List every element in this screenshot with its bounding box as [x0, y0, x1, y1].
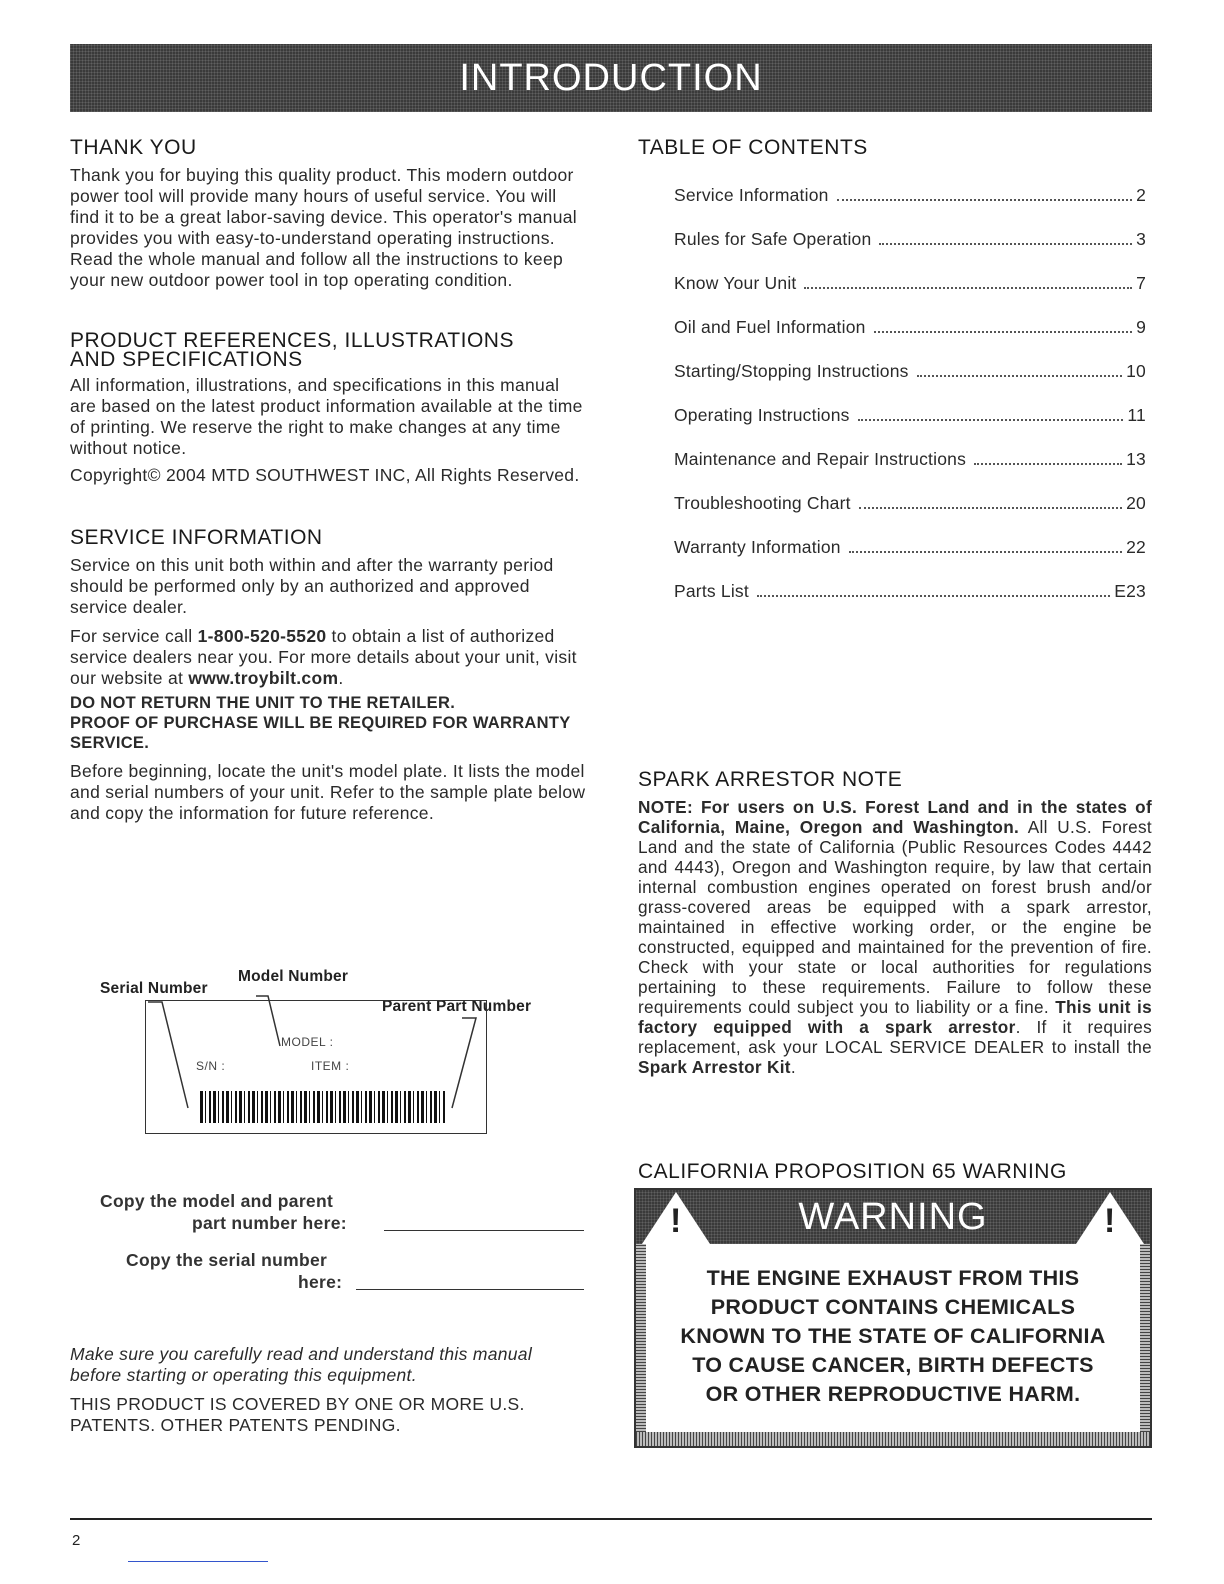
copyright-text: Copyright© 2004 MTD SOUTHWEST INC, All Rights Reserved.	[70, 465, 580, 485]
toc-item[interactable]	[674, 404, 1146, 426]
toc-list	[674, 136, 1146, 616]
toc-leader-dots	[917, 375, 1123, 377]
prop65-warning-box	[634, 1188, 1152, 1448]
retailer-warning-line1: DO NOT RETURN THE UNIT TO THE RETAILER.	[70, 694, 456, 712]
warning-triangle-icon-right: !	[1076, 1192, 1144, 1244]
toc-item-page: 3	[1136, 229, 1146, 249]
warning-right-border	[1140, 1244, 1150, 1444]
service-info-p3: Before beginning, locate the unit's model plate. It lists the model and serial numbers of your unit. Refer to the sample plate below and copy the information for future reference.	[70, 761, 586, 823]
service-info-p2	[70, 626, 586, 689]
warning-line: KNOWN TO THE STATE OF CALIFORNIA	[680, 1324, 1106, 1348]
toc-leader-dots	[879, 243, 1132, 245]
footer-link-underline	[128, 1561, 268, 1562]
footer-rule	[70, 1518, 1152, 1520]
model-plate-diagram	[100, 968, 545, 1138]
warning-line: OR OTHER REPRODUCTIVE HARM.	[705, 1382, 1081, 1406]
warning-title: WARNING	[798, 1195, 988, 1238]
spark-tail: . If it requires replacement, ask your LOCAL SERVICE DEALER to install the	[638, 1017, 1152, 1057]
closing-text	[70, 1344, 586, 1436]
toc-item-title: Warranty Information	[674, 537, 841, 557]
spark-kit-bold: Spark Arrestor Kit	[638, 1057, 791, 1077]
warning-line: THE ENGINE EXHAUST FROM THIS	[706, 1266, 1080, 1290]
toc-item-title: Oil and Fuel Information	[674, 317, 866, 337]
barcode	[200, 1091, 445, 1123]
service-call-end: .	[338, 668, 344, 688]
toc-item-page: 7	[1136, 273, 1146, 293]
toc-item-page: 2	[1136, 185, 1146, 205]
spark-heading: SPARK ARRESTOR NOTE	[638, 768, 903, 791]
copy-model-line2: part number here:	[192, 1213, 347, 1233]
toc-item-page: 10	[1126, 361, 1146, 381]
toc-item[interactable]	[674, 492, 1146, 514]
toc-item-title: Know Your Unit	[674, 273, 797, 293]
toc-item-page: 11	[1127, 405, 1146, 425]
website-link[interactable]: www.troybilt.com	[188, 668, 339, 688]
product-refs-body: All information, illustrations, and specifications in this manual are based on the latest product information available at the time of printing. We reserve the right to make changes at any time without notice.	[70, 375, 583, 458]
warning-triangle-icon-left: !	[642, 1192, 710, 1244]
prop65-heading: CALIFORNIA PROPOSITION 65 WARNING	[638, 1160, 1067, 1183]
toc-item-page: E23	[1114, 581, 1146, 601]
product-refs-heading-line1: PRODUCT REFERENCES, ILLUSTRATIONS	[70, 329, 514, 352]
retailer-warning	[70, 693, 586, 753]
toc-leader-dots	[804, 287, 1132, 289]
page-banner	[70, 44, 1152, 112]
toc-item-page: 13	[1126, 449, 1146, 469]
toc-section	[638, 136, 1152, 616]
warning-header	[636, 1190, 1150, 1244]
toc-item[interactable]	[674, 184, 1146, 206]
thank-you-body: Thank you for buying this quality product. This modern outdoor power tool will provide many hours of useful service. You will find it to be a great labor-saving device. This operator's manual provides you with easy-to-understand operating instructions. Read the whole manual and follow all the instructions to keep your new outdoor power tool in top operating condition.	[70, 165, 577, 290]
spark-note-body: All U.S. Forest Land and the state of California (Public Resources Codes 4442 and 4443), Oregon and Washington require, by law that certain internal combustion engines operated on forest brush and/or grass-covered areas be equipped with a spark arrestor, maintained in effective working order, or the engine be constructed, equipped and maintained for the prevention of fire. Check with your state or local authorities for regulations pertaining to these requirements. Failure to follow these requirements could subject you to liability or a fine.	[638, 817, 1152, 1017]
warning-line: TO CAUSE CANCER, BIRTH DEFECTS	[692, 1353, 1094, 1377]
toc-leader-dots	[859, 507, 1122, 509]
copy-model-line1: Copy the model and parent	[100, 1191, 334, 1211]
warning-left-border	[636, 1244, 646, 1444]
product-refs-heading	[70, 331, 586, 369]
toc-item-page: 22	[1126, 537, 1146, 557]
warning-line: PRODUCT CONTAINS CHEMICALS	[710, 1295, 1076, 1319]
spark-arrestor-section	[638, 768, 1152, 1077]
toc-leader-dots	[874, 331, 1133, 333]
toc-item-title: Troubleshooting Chart	[674, 493, 851, 513]
read-manual-note: Make sure you carefully read and understand this manual before starting or operating this equipment.	[70, 1344, 533, 1385]
service-info-heading: SERVICE INFORMATION	[70, 526, 323, 549]
item-field: ITEM :	[311, 1059, 350, 1073]
product-refs-heading-line2: AND SPECIFICATIONS	[70, 348, 303, 371]
spark-body	[638, 797, 1152, 1077]
left-column	[70, 136, 586, 824]
toc-item-title: Parts List	[674, 581, 749, 601]
thank-you-heading: THANK YOU	[70, 136, 197, 159]
copy-serial-line2: here:	[298, 1272, 343, 1292]
spark-end: .	[790, 1057, 796, 1077]
service-call-text: For service call	[70, 626, 198, 646]
parent-part-number-label: Parent Part Number	[382, 998, 532, 1015]
model-number-blank[interactable]	[384, 1230, 584, 1231]
serial-number-label: Serial Number	[100, 980, 208, 997]
retailer-warning-line2: PROOF OF PURCHASE WILL BE REQUIRED FOR WARRANTY SERVICE.	[70, 714, 571, 752]
toc-item-page: 20	[1126, 493, 1146, 513]
toc-item-title: Maintenance and Repair Instructions	[674, 449, 967, 469]
service-call-mid: to obtain a list of authorized service dealers near you. For more details about your unit, visit our website at	[70, 626, 577, 688]
toc-item-title: Starting/Stopping Instructions	[674, 361, 909, 381]
service-info-p1: Service on this unit both within and after the warranty period should be performed only by an authorized and approved service dealer.	[70, 555, 554, 617]
serial-number-blank[interactable]	[356, 1289, 584, 1290]
banner-title: INTRODUCTION	[459, 56, 763, 99]
toc-leader-dots	[757, 595, 1110, 597]
toc-leader-dots	[974, 463, 1122, 465]
toc-item[interactable]	[674, 316, 1146, 338]
toc-leader-dots	[837, 199, 1133, 201]
toc-item[interactable]	[674, 448, 1146, 470]
warning-footer	[636, 1432, 1150, 1446]
patents-text: THIS PRODUCT IS COVERED BY ONE OR MORE U.S. PATENTS. OTHER PATENTS PENDING.	[70, 1394, 525, 1435]
model-number-label: Model Number	[238, 968, 349, 985]
copy-serial-line1: Copy the serial number	[126, 1250, 328, 1270]
toc-item-title: Service Information	[674, 185, 829, 205]
toc-item-title: Rules for Safe Operation	[674, 229, 872, 249]
toc-item[interactable]	[674, 536, 1146, 558]
page-number: 2	[72, 1532, 81, 1549]
toc-heading: TABLE OF CONTENTS	[638, 136, 868, 159]
toc-item[interactable]	[674, 228, 1146, 250]
toc-item[interactable]	[674, 360, 1146, 382]
spark-note-bold: NOTE: For users on U.S. Forest Land and in the states of California, Maine, Oregon and Washington.	[638, 797, 1152, 837]
toc-item[interactable]	[674, 272, 1146, 294]
toc-item-page: 9	[1136, 317, 1146, 337]
warning-text	[646, 1264, 1140, 1409]
spark-factory-bold: This unit is factory equipped with a spark arrestor	[638, 997, 1152, 1037]
toc-item[interactable]	[674, 580, 1146, 602]
sn-field: S/N :	[196, 1059, 226, 1073]
service-phone: 1-800-520-5520	[197, 626, 327, 646]
model-plate	[145, 1000, 487, 1134]
model-field: MODEL :	[281, 1035, 334, 1049]
toc-item-title: Operating Instructions	[674, 405, 850, 425]
toc-leader-dots	[858, 419, 1124, 421]
toc-leader-dots	[849, 551, 1122, 553]
